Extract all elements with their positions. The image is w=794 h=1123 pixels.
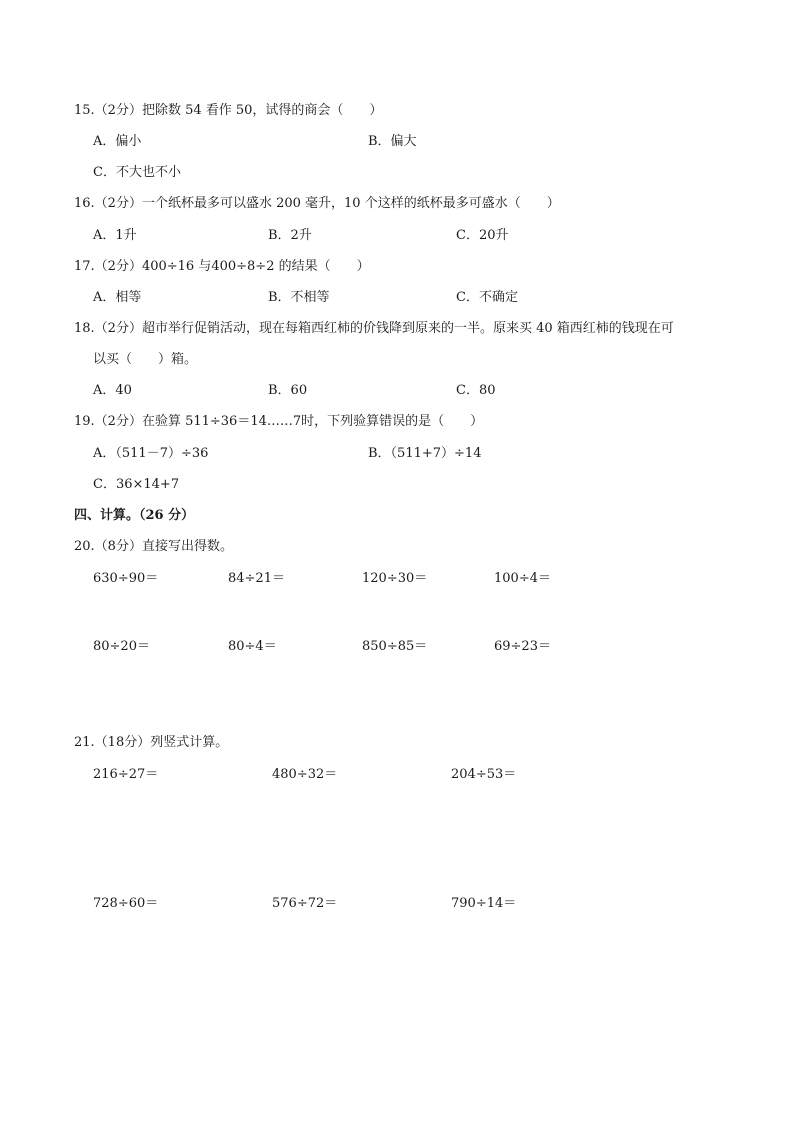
q17-option-a[interactable]: A．相等 bbox=[93, 290, 142, 305]
question-19: 19.（2分）在验算 511÷36＝14……7时，下列验算错误的是（ ） bbox=[74, 414, 484, 429]
q17-option-b[interactable]: B．不相等 bbox=[268, 290, 330, 305]
question-20: 20.（8分）直接写出得数。 bbox=[74, 539, 233, 554]
question-15: 15.（2分）把除数 54 看作 50，试得的商会（ ） bbox=[74, 103, 383, 118]
q18-option-a[interactable]: A．40 bbox=[93, 383, 132, 398]
q21-item: 216÷27＝ bbox=[93, 767, 159, 782]
q21-item: 728÷60＝ bbox=[93, 896, 159, 911]
q20-item: 120÷30＝ bbox=[362, 571, 428, 586]
q21-item: 204÷53＝ bbox=[451, 767, 517, 782]
q16-option-b[interactable]: B．2升 bbox=[268, 228, 312, 243]
question-18-line2: 以买（ ）箱。 bbox=[93, 352, 198, 367]
section-4-title: 四、计算。（26 分） bbox=[74, 508, 195, 523]
q20-item: 630÷90＝ bbox=[93, 571, 159, 586]
q21-item: 790÷14＝ bbox=[451, 896, 517, 911]
q18-option-c[interactable]: C．80 bbox=[456, 383, 496, 398]
q19-option-a[interactable]: A．（511－7）÷36 bbox=[93, 446, 209, 461]
question-17: 17.（2分）400÷16 与400÷8÷2 的结果（ ） bbox=[74, 259, 370, 274]
q19-option-b[interactable]: B．（511+7）÷14 bbox=[368, 446, 482, 461]
q20-item: 69÷23＝ bbox=[494, 639, 551, 654]
q20-item: 84÷21＝ bbox=[228, 571, 285, 586]
q15-option-a[interactable]: A．偏小 bbox=[93, 134, 142, 149]
q16-option-a[interactable]: A．1升 bbox=[93, 228, 137, 243]
q18-option-b[interactable]: B．60 bbox=[268, 383, 308, 398]
q21-item: 576÷72＝ bbox=[272, 896, 338, 911]
q17-option-c[interactable]: C．不确定 bbox=[456, 290, 518, 305]
question-16: 16.（2分）一个纸杯最多可以盛水 200 毫升，10 个这样的纸杯最多可盛水（ ） bbox=[74, 196, 560, 211]
q20-item: 100÷4＝ bbox=[494, 571, 551, 586]
q15-option-b[interactable]: B．偏大 bbox=[368, 134, 417, 149]
q21-item: 480÷32＝ bbox=[272, 767, 338, 782]
q15-option-c[interactable]: C．不大也不小 bbox=[93, 165, 181, 180]
q19-option-c[interactable]: C．36×14+7 bbox=[93, 477, 180, 492]
q20-item: 80÷20＝ bbox=[93, 639, 150, 654]
question-21: 21.（18分）列竖式计算。 bbox=[74, 735, 229, 750]
q20-item: 80÷4＝ bbox=[228, 639, 277, 654]
q16-option-c[interactable]: C．20升 bbox=[456, 228, 509, 243]
q20-item: 850÷85＝ bbox=[362, 639, 428, 654]
question-18-line1: 18.（2分）超市举行促销活动，现在每箱西红柿的价钱降到原来的一半。原来买 40 箱西红柿的钱现在可 bbox=[74, 321, 674, 336]
